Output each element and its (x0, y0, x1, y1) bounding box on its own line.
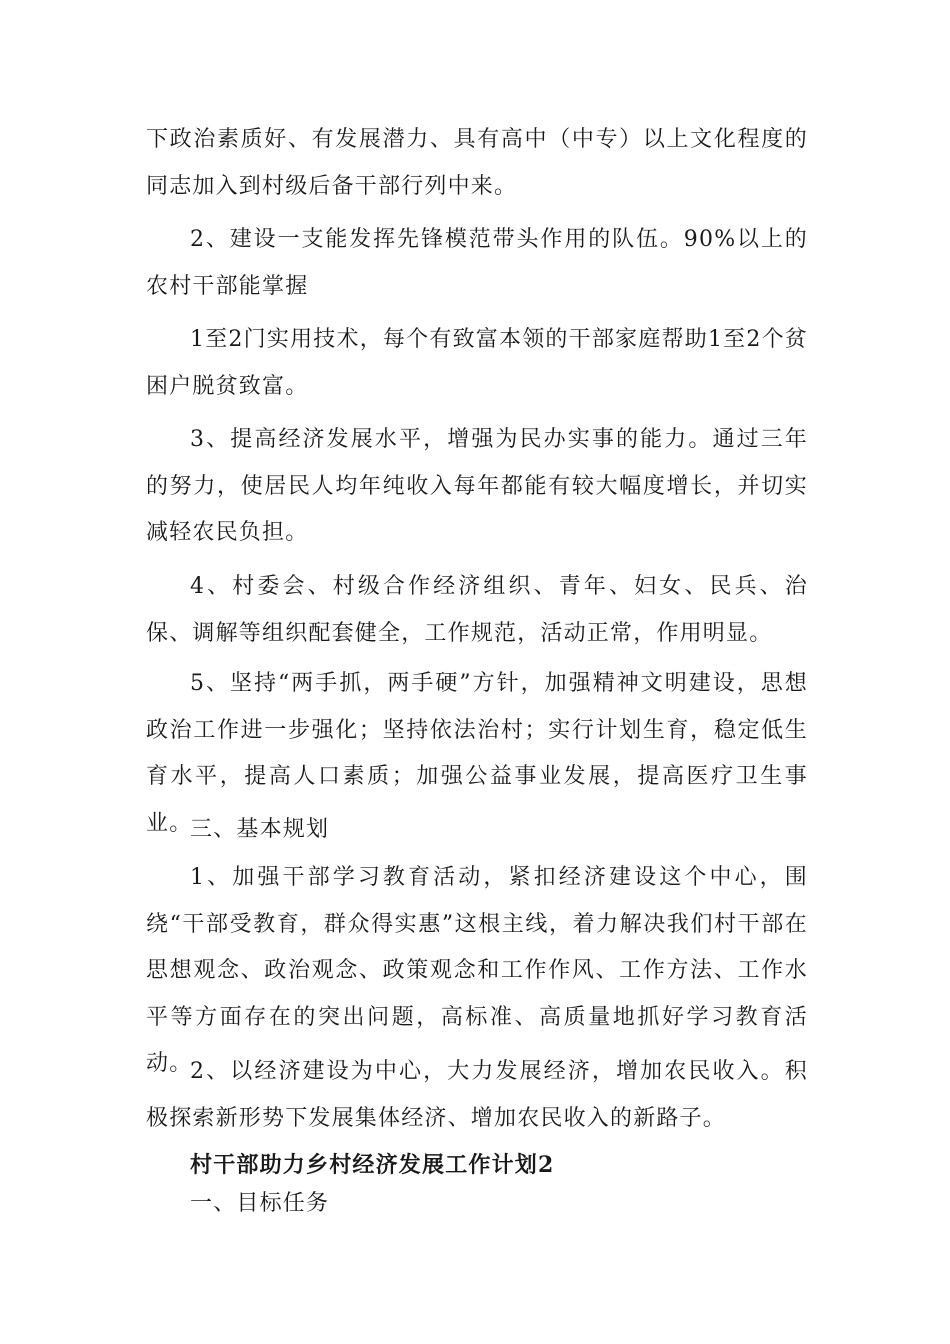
paragraph-continuation: 下政治素质好、有发展潜力、具有高中（中专）以上文化程度的同志加入到村级后备干部行列中来。 (146, 127, 808, 199)
paragraph-item-5: 5、坚持“两手抓，两手硬”方针，加强精神文明建设，思想政治工作进一步强化；坚持依法治村；实行计划生育，稳定低生育水平，提高人口素质；加强公益事业发展，提高医疗卫生事业。 (146, 671, 808, 836)
section-title: 村干部助力乡村经济发展工作计划2 (190, 1152, 555, 1178)
paragraph-plan-1: 1、加强干部学习教育活动，紧扣经济建设这个中心，围绕“干部受教育，群众得实惠”这根主线，着力解决我们村干部在思想观念、政治观念、政策观念和工作作风、工作方法、工作水平等方面存在的突出问题，高标准、高质量地抓好学习教育活动。 (146, 865, 808, 1076)
subsection-title: 一、目标任务 (190, 1191, 330, 1216)
heading-basic-plan: 三、基本规划 (190, 817, 330, 842)
paragraph-plan-2: 2、以经济建设为中心，大力发展经济，增加农民收入。积极探索新形势下发展集体经济、增加农民收入的新路子。 (146, 1059, 808, 1131)
paragraph-item-2-continued: 1至2门实用技术，每个有致富本领的干部家庭帮助1至2个贫困户脱贫致富。 (146, 327, 808, 399)
paragraph-item-2: 2、建设一支能发挥先锋模范带头作用的队伍。90%以上的农村干部能掌握 (146, 227, 808, 299)
paragraph-item-4: 4、村委会、村级合作经济组织、青年、妇女、民兵、治保、调解等组织配套健全，工作规范，活动正常，作用明显。 (146, 574, 808, 646)
paragraph-item-3: 3、提高经济发展水平，增强为民办实事的能力。通过三年的努力，使居民人均年纯收入每年都能有较大幅度增长，并切实减轻农民负担。 (146, 427, 808, 545)
